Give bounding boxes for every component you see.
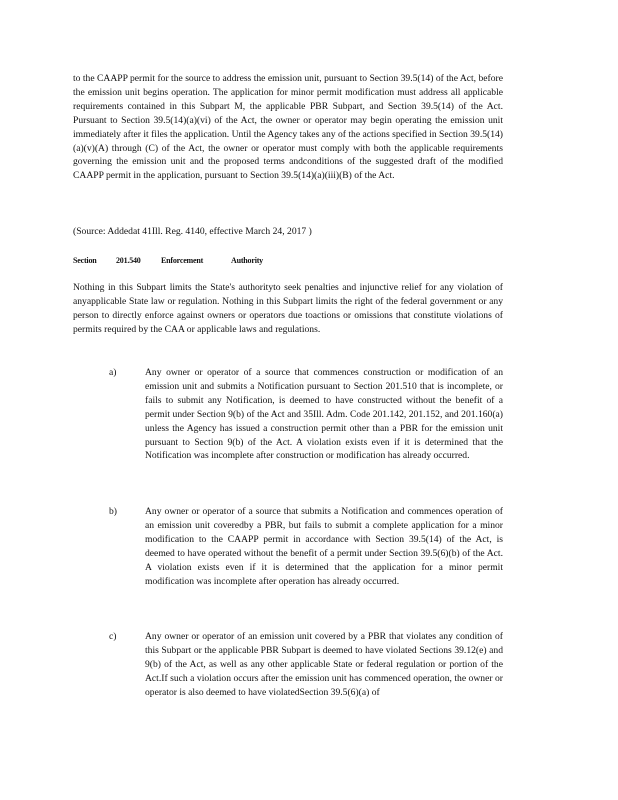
section-title-enforcement: Enforcement bbox=[161, 256, 204, 265]
source-note: (Source: Addedat 41Ill. Reg. 4140, effective March 24, 2017 ) bbox=[73, 226, 312, 237]
list-item-marker: c) bbox=[109, 631, 117, 642]
section-title-authority: Authority bbox=[231, 256, 263, 265]
list-item-marker: a) bbox=[109, 367, 117, 378]
list-item-text: Any owner or operator of a source that commences construction or modification of an emission unit and submits a Notification pursuant to Section 201.510 that is incomplete, or fails to submit any Notification, is deemed to have constructed without the benefit of a permit under Section 9(b) of the Act and 35Ill. Adm. Code 201.142, 201.152, and 201.160(a) unless the Agency has issued a construction permit other than a PBR for the emission unit pursuant to Section 9(b) of the Act. A violation exists even if it is determined that the Notification was incomplete after construction or modification has already occurred. bbox=[145, 367, 503, 462]
list-item-text: Any owner or operator of an emission unit covered by a PBR that violates any condition of this Subpart or the applicable PBR Subpart is deemed to have violated Sections 39.12(e) and 9(b) of the Act, as well as any other applicable State or federal regulation or portion of the Act.If such a violation occurs after the emission unit has commenced operation, the owner or operator is also deemed to have violatedSection 39.5(6)(a) of bbox=[145, 631, 503, 698]
list-item-marker: b) bbox=[109, 506, 117, 517]
paragraph-enforcement-intro: Nothing in this Subpart limits the State's authorityto seek penalties and injunctive relief for any violation of anyapplicable State law or regulation. Nothing in this Subpart limits the right of the federal government or any person to directly enforce against owners or operators due toactions or omissions that constitute violations of permits required by the CAA or applicable laws and regulations. bbox=[73, 282, 503, 335]
list-item bbox=[73, 630, 503, 700]
paragraph-continuation: to the CAAPP permit for the source to address the emission unit, pursuant to Section 39.5(14) of the Act, before the emission unit begins operation. The application for minor permit modification must address all applicable requirements contained in this Subpart M, the applicable PBR Subpart, and Section 39.5(14) of the Act. Pursuant to Section 39.5(14)(a)(vi) of the Act, the owner or operator may begin operating the emission unit immediately after it files the application. Until the Agency takes any of the actions specified in Section 39.5(14)(a)(v)(A) through (C) of the Act, the owner or operator must comply with both the applicable requirements governing the emission unit and the proposed terms andconditions of the suggested draft of the modified CAAPP permit in the application, pursuant to Section 39.5(14)(a)(iii)(B) of the Act. bbox=[73, 73, 503, 182]
list-item bbox=[73, 366, 503, 463]
section-word: Section bbox=[73, 256, 97, 265]
section-number: 201.540 bbox=[116, 256, 141, 265]
list-item-text: Any owner or operator of a source that submits a Notification and commences operation of an emission unit coveredby a PBR, but fails to submit a complete application for a minor modification to the CAAPP permit in accordance with Section 39.5(14) of the Act, is deemed to have operated without the benefit of a permit under Section 39.5(6)(b) of the Act. A violation exists even if it is determined that the application for a minor permit modification was incomplete after operation has already occurred. bbox=[145, 506, 503, 587]
section-heading bbox=[73, 256, 263, 265]
list-item bbox=[73, 505, 503, 588]
